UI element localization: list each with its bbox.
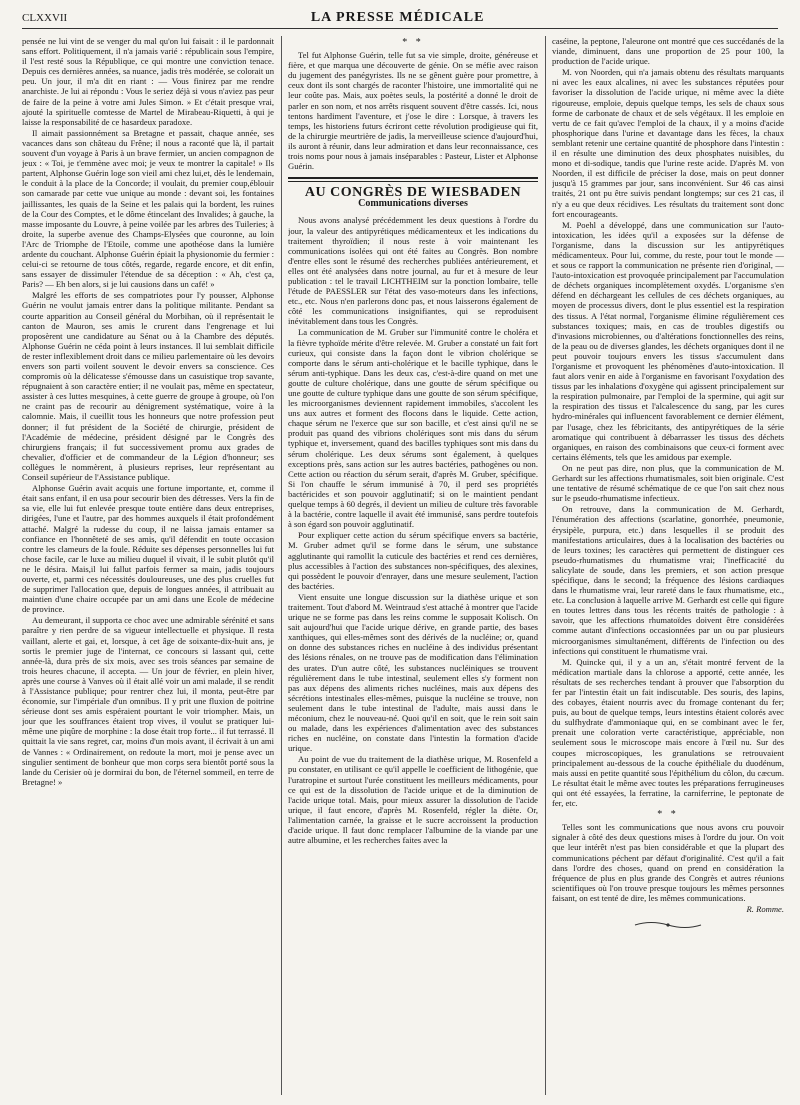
section-subtitle: Communications diverses xyxy=(358,198,468,210)
page-header xyxy=(22,8,778,29)
column-3 xyxy=(552,36,784,1097)
section-separator-stars: * * xyxy=(402,37,424,48)
column-rule xyxy=(281,36,282,1095)
paragraph: Il aimait passionnément sa Bretagne et passait, chaque année, ses vacances dans son château du Frêne; il nous a raconté que là, il partait souvent d'un voyage à Paris à un brave fermier, un ancien compagnon de jeux : « Toi, je t'emmène avec moi; je veux te montrer la capitale! » Ils partent, Alphonse Guérin loge son vieil ami chez lui,et, dès le lendemain, le conduit à la place de la Concorde; il voulait, du premier coup,éblouir son camarade par cette vue unique au monde : devant soi, les fontaines jaillissantes, les quais de la Seine et les palais qui la bordent, les ruines de la Cour des Comptes, et le dôme étincelant des Invalides; à gauche, la masse imposante du Louvre, à peine voilée par les arbres des Tuileries; à droite, la superbe avenue des Champs-Elysées que couronne, au loin l'Arc de Triomphe de l'Etoile, comme une apothéose dans la lumière ardente du couchant. Alphonse Guérin épiait la physionomie du fermier : celui-ci se retourne de tous côtés, regarde, regarde encore, et dit enfin, sans essayer de dissimuler l'étendue de sa déception : « Ah, c'est ça, Paris? — Eh ben alors, si je lui causions dans un café! » xyxy=(22,127,274,290)
paragraph: caséine, la peptone, l'aleurone ont montré que ces succédanés de la viande, diminuent, dans une proportion de 25 pour 100, la production de l'acide urique. xyxy=(552,36,784,67)
paragraph: M. Quincke qui, il y a un an, s'était montré fervent de la médication martiale dans la chlorose a apporté, cette année, les résultats de ses recherches tendant à prouver que l'absorption du fer par l'intestin était un fait indiscutable. Des souris, des lapins, des cobayes, étaient nourris avec du fromage contenant du fer; puis, au bout de quelque temps, leurs intestins étaient colorés avec du sulfhydrate d'ammoniaque qui, en se combinant avec le fer, prenait une coloration verte caractéristique, appréciable, non seulement sous le microscope mais encore à l'œil nu. Sur des coupes microscopiques, les granulations se retrouvaient principalement au-dessous de la couche épithéliale du duodénum, mais aussi en petite quantité sous l'épithélium du côlon, du cæcum. Le résultat était le même avec toutes les préparations ferrugineuses qui ont été essayées, la ferratine, la carniferrine, le peptonate de fer, etc. xyxy=(552,656,784,809)
paragraph: M. von Noorden, qui n'a jamais obtenu des résultats marquants ni avec les eaux alcalines, ni avec les substances réputées pour favoriser la dissolution de l'acide urique, ni même avec la diète rigoureuse, emploie, depuis quelque temps, les sels de chaux sous forme de carbonate de chaux et de sels végétaux. Il les emploie en vertu de ce fait qu'avec l'emploi de la chaux, il y a moins d'acide phosphorique dans l'urine et davantage dans les fèces, la chaux semblant retenir une certaine quantité de phosphore dans l'intestin : il en résulte une diminution des deux phosphates nuisibles, du mono et di-sodique, tandis que l'urine reste acide. D'après M. von Noorden, il est difficile de préciser la dose, mais on peut donner jusqu'à 15 grammes par jour, sans inconvénient. Sur 46 cas ainsi traités, 21 ont pu être suivis pendant longtemps; sur ces 21 cas, il n'y a eu que deux récidives. Les résultats du traitement sont donc fort encourageants. xyxy=(552,67,784,219)
ornament-divider xyxy=(552,920,784,930)
paragraph: On ne peut pas dire, non plus, que la communication de M. Gerhardt sur les affections rhumatismales, soit bien originale. C'est une tentative de résumé schématique de ce que l'on sait chez nous sur le pseudo-rhumatisme infectieux. xyxy=(552,462,784,504)
section-divider xyxy=(288,177,538,182)
paragraph: On retrouve, dans la communication de M. Gerhardt, l'énumération des affections (scarlatine, gonorrhée, pneumonie, érysipèle, purpura, etc.) dans lesquelles il se produit des manifestations articulaires, dues à la localisation des bactéries ou de leurs toxines; les caractères qui permettent de distinguer ces pseudo-rhumatismes du rhumatisme vrai; l'inefficacité du salicylate de soude, dans les premiers, et son action presque spécifique, dans le second; la fréquence des lésions cardiaques dans le rhumatisme vrai, leur rareté dans le faux rhumatisme, etc., etc. La conclusion à laquelle arrive M. Gerhardt est celle qui figure en toutes lettres dans tous les récents traités de pathologie : à savoir, que les affections rhumatoïdes doivent être considérées comme autant d'infections occasionnées par un ou par plusieurs microorganismes simultanément, différents de l'infection ou des infections qui constituent le rhumatisme vrai. xyxy=(552,504,784,656)
paragraph: Alphonse Guérin avait acquis une fortune importante, et, comme il était sans enfant, il en usa pour secourir bien des détresses. Vers la fin de sa vie, elle lui fut enlevée presque toute entière dans deux entreprises, dirigées, l'une et l'autre, par des hommes auxquels il était profondément attaché. Malgré la rudesse du coup, il ne laissa jamais entamer sa confiance en l'honnêteté de ses amis, qu'il défendit en toute occasion contre les clameurs de la foule. Réduite ses dépenses personnelles lui fut chose facile, car le luxe au milieu duquel il vivait, il le subit plutôt qu'il ne le désira. Mais,il lui fallut parfois fermer sa main, jadis toujours ouverte, et, parmi ces nécessités douloureuses, une des plus cruelles fut de supprimer l'allocation que, depuis de longues années, il attribuait au maintien d'une chaire occupée par un ami dans une Ecole de médecine de province. xyxy=(22,483,274,615)
column-rule xyxy=(545,36,546,1095)
section-title: AU CONGRÈS DE WIESBADEN xyxy=(304,185,522,201)
paragraph: pensée ne lui vint de se venger du mal qu'on lui faisait : il le pardonnait sans effort. Politiquement, il n'a jamais varié : républicain sous l'empire, il l'est resté sous la République, ce qui montre une conviction tenace. Depuis ces dernières années, sa nuance, jadis très modérée, se colorait un peu. Un jour, il m'a dit en riant : — Vous finirez par me rendre anarchiste. Je lui ai répondu : Vous le seriez déjà si vous n'aviez pas peur de faire de la peine à votre ami Jules Simon. » Et c'était presque vrai, ajouté la spirituelle comtesse de Martel de Mirabeau-Riquetti, à qui je laisse la responsabilité de ce hasardeux paradoxe. xyxy=(22,36,274,127)
paragraph: Telles sont les communications que nous avons cru pouvoir signaler à côté des deux questions mises à l'ordre du jour. On voit que leur intérêt n'est pas bien considérable et que la plupart des communications péchent par défaut d'originalité. C'est qu'il a fait dans l'ordre des choses, quand on prend en considération la fréquence de plus en plus grande des Congrès et autres réunions scientifiques où l'on trouve presque toujours les mêmes personnes faisant, on est tenté de dire, les mêmes communications. xyxy=(552,822,784,903)
paragraph: Pour expliquer cette action du sérum spécifique envers sa bactérie, M. Gruber admet qu'il se forme dans le sérum, une substance agglutinante qui ramollit la cuticule des bactéries et rend ces dernières, plus accessibles à l'action des substances non-spécifiques, des alexines, qui possèdent le pouvoir d'enrayer, dans une mesure seulement, l'action des bactéries. xyxy=(288,530,538,591)
paragraph: Vient ensuite une longue discussion sur la diathèse urique et son traitement. Tout d'abord M. Weintraud s'est attaché à montrer que l'acide urique ne se forme pas dans les reins comme le supposait Kolisch. On sait aujourd'hui que l'acide urique dérive, en grande partie, des bases xanthiques, qui elles-mêmes sont des dérivés de la nucléine; or, quand on donne des substances riches en nucléine à des individus présentant des lésions rénales, on ne trouve pas de modification dans l'élimination des urates. D'un autre côté, les substances nucléiniques se trouvent régulièrement dans le tube intestinal, seulement elles s'y forment non pas aux dépens des aliments riches nucléines, mais aux dépens des sécrétions intestinales elles-mêmes, puisque la nucléine se trouve, non seulement dans le tube intestinal de l'adulte, mais aussi dans le méconium, chez le nouveau-né. Quoi qu'il en soit, que le rein soit sain ou malade, dans les expériences d'alimentation avec des substances riches en nucléine, on constate dans l'intestin la formation d'acide urique. xyxy=(288,591,538,754)
column-2 xyxy=(288,36,538,1097)
paragraph: Tel fut Alphonse Guérin, telle fut sa vie simple, droite, généreuse et fière, et que marqua une découverte de génie. On se méfie avec raison du jugement des panégyristes. Ils ne se gênent guère pour promettre, à ceux dont ils sont chargés de raconter l'histoire, une immortalité qui ne leur coûte pas. Mais, aux poètes seuls, la postérité a donné le droit de parler en son nom, et nos arrêts risquent souvent d'être cassés. Ici, nous tentons hardiment l'aventure, et j'ose le dire : Lorsque, à travers les temps, les historiens futurs écriront cette révolution prodigieuse qui fit, de la chirurgie meurtrière de jadis, la merveilleuse science d'aujourd'hui, ils auront à réunir, dans leur admiration et dans leur reconnaissance, ces trois noms pour nous à jamais inséparables : Pasteur, Lister et Alphonse Guérin. xyxy=(288,50,538,172)
page-number: CLXXVII xyxy=(22,12,68,24)
paragraph: Nous avons analysé précédemment les deux questions à l'ordre du jour, la valeur des antipyrétiques médicamenteux et les indications du traitement thyroïdien; il nous reste à voir maintenant les communications isolées qui ont été faites au Congrès. Bon nombre d'entre elles sont le résumé des recherches publiées antérieurement, et elles ont été analysées dans notre journal, au fur et à mesure de leur publication : tel le travail LICHTHEIM sur la ponction lombaire, telle l'étude de PAESSLER sur l'état des vaso-moteurs dans les infections, etc., etc. Nous n'en parlerons donc pas, et nous laisserons également de côté les communications insignifiantes, qui se reproduisent inévitablement dans tous les Congrès. xyxy=(288,215,538,327)
paragraph: M. Poehl a développé, dans une communication sur l'auto-intoxication, les idées qu'il a exposées sur la défense de l'organisme, dans la discussion sur les antipyrétiques médicamenteux. Pour lui, comme, du reste, pour tout le monde — et sous ce rapport la communication ne présente rien d'original, — l'auto-intoxication est provoquée principalement par l'accumulation de déchets organiques incomplètement oxydés. L'organisme s'en défend en déchargeant les cellules de ces déchets organiques, au moyen de processus divers, dont le plus essentiel est la respiration des tissus. A l'état normal, l'organisme élimine régulièrement ces substances toxiques; mais, en cas de troubles digestifs ou d'invasions microbiennes, ou d'altérations fonctionnelles des reins, de la peau ou de diverses glandes, les déchets organiques dont il ne peut pouvoir toujours envers les tissus s'accumulent dans l'organisme et provoquent les phénomènes d'auto-intoxication. Il faut alors venir en aide à l'organisme en favorisant l'oxydation des tissus par les inhalations d'oxygène qui agissent principalement sur la respiration pulmonaire, par l'emploi de la spermine, qui agit sur la respiration des tissus et l'alcalescence du sang, par les cures hydro-minérales qui influencent favorablement ce dernier élément, par l'usage, chez les fébricitants, des antipyrétiques de la série aromatique qui contribuent à débarrasser les tissus des déchets organiques, en raison des combinaisons que ceux-ci forment avec certains éléments, tels que les amidous par exemple. xyxy=(552,219,784,462)
author-signature: R. Romme. xyxy=(746,903,784,914)
ornament-flourish-icon xyxy=(633,920,703,930)
journal-title: LA PRESSE MÉDICALE xyxy=(310,10,485,25)
section-separator-stars: * * xyxy=(657,809,679,821)
column-1 xyxy=(22,36,274,1097)
paragraph: Malgré les efforts de ses compatriotes pour l'y pousser, Alphonse Guérin ne voulut jamais entrer dans la politique militante. Pendant sa courte apparition au Conseil général du Morbihan, où il représentait le canton de Mauron, ses amis le crurent dans l'engrenage et lui proposèrent une candidature au Sénat ou à la Chambre des députés. Alphonse Guérin ne céda point à leurs instances. Il lui semblait difficile de rester inflexiblement droit dans ce milieu parlementaire où les devoirs envers son parti voilent souvent le devoir envers sa conscience. Ces compromis où la délicatesse s'émousse dans un casuistique trop savante, répugnaient à son caractère entier; il ne voulait pas, même en spectateur, assister à ces luttes mesquines, à cette guerre de groupe à groupe, où l'on ne craint pas de recourir au dénigrement systématique, voire à la calomnie. Mais, il cueillit tous les honneurs que notre profession peut donner; il fut président de la Société de chirurgie, président de l'Académie de médecine, président désigné par le Congrès des chirurgiens français; il fut successivement promu aux grades de chevalier, d'officier et de commandeur de la Légion d'honneur; ses collègues le nommèrent, à plusieurs reprises, leur représentant au Conseil supérieur de l'Assistance publique. xyxy=(22,290,274,483)
paragraph: La communication de M. Gruber sur l'immunité contre le choléra et la fièvre typhoïde mérite d'être relevée. M. Gruber a constaté un fait fort curieux, qui consiste dans la façon dont le vibrion cholérique se comporte dans le sérum anti-cholérique et le bacille typhique, dans le sérum anti-typhique. Dans les deux cas, c'est-à-dire quand on met une goutte de culture cholérique, dans une goutte de sérum spécifique ou une goutte de culture typhique dans une goutte de son sérum spécifique, les microorganismes deviennent rapidement immobiles, s'accolent les uns aux autres et forment des flocons dans le liquide. Cette action, chaque sérum ne l'exerce que sur son bacille, et c'est ainsi qu'il ne se produit pas quand des vibrions cholériques sont mis dans du sérum typhique et, inversement, quand des bacilles typhiques sont mis dans du sérum cholérique. Les deux sérums sont également, à quelques exceptions près, sans action sur les autres bactéries, pathogènes ou non. Cette action ou réaction du sérum serait, d'après M. Gruber, spécifique. Si l'on chauffe le sérum immunisé à 70, il perd ses propriétés bactéricides et son pouvoir agglutinatif; si on le maintient pendant quelque temps à 60 degrés, il devient un milieu de culture très favorable à la bactérie, contre laquelle il avait été immunisé, sans perdre toutefois à son égard son pouvoir agglutinatif. xyxy=(288,327,538,530)
paragraph: Au demeurant, il supporta ce choc avec une admirable sérénité et sans paraître y rien perdre de sa vigueur intellectuelle et physique. Il resta vaillant, alerte et gai, et, lorsque, à cet âge de soixante-dix-huit ans, je sortis le premier juge de l'internat, ce concours si lassant qui, cette année-là, dura près de six mois, avec ses trois séances par semaine de trois heures chacune, il accepta. — Un jour de février, en plein hiver, après une course à Vanves où il était allé voir un ami malade, il se rendit à l'Assistance publique; pour rentrer chez lui, il monta, peut-être par économie, sur l'impériale d'un omnibus. Il y prit une fluxion de poitrine sérieuse dont ses amis espéraient pourtant le voir triompher. Mais, un jour que les souffrances étaient trop vives, il voulut se pratiquer lui-même une piqûre de morphine : la dose était trop forte... il fut terrassé. Il quittait la vie sans regret, car, moins d'un mois avant, il écrivait à un ami de Vannes : « Ordinairement, on redoute la mort, moi je pense avec un singulier sentiment de bonheur que mon corps sera bientôt porté sous la lande du Cerisier où je dormirai du bon, de l'éternel sommeil, en terre de Bretagne! » xyxy=(22,615,274,787)
paragraph: Au point de vue du traitement de la diathèse urique, M. Rosenfeld a pu constater, en utilisant ce qu'il appelle le coefficient de lithogénie, que l'uratropine et surtout l'urée constituent les meilleurs médicaments, pour ce qui est de la dissolution de l'acide urique et de la diminution de l'acide urique total. Mais, pour mieux assurer la dissolution de l'acide urique, il faut encore, d'après M. Rosenfeld, régler la diète. Or, l'alimentation carnée, la graisse et le sucre accroissent la production d'acide urique. Il faut donc remplacer l'albumine de la viande par une autre albumine, et les recherches faites avec la xyxy=(288,754,538,846)
